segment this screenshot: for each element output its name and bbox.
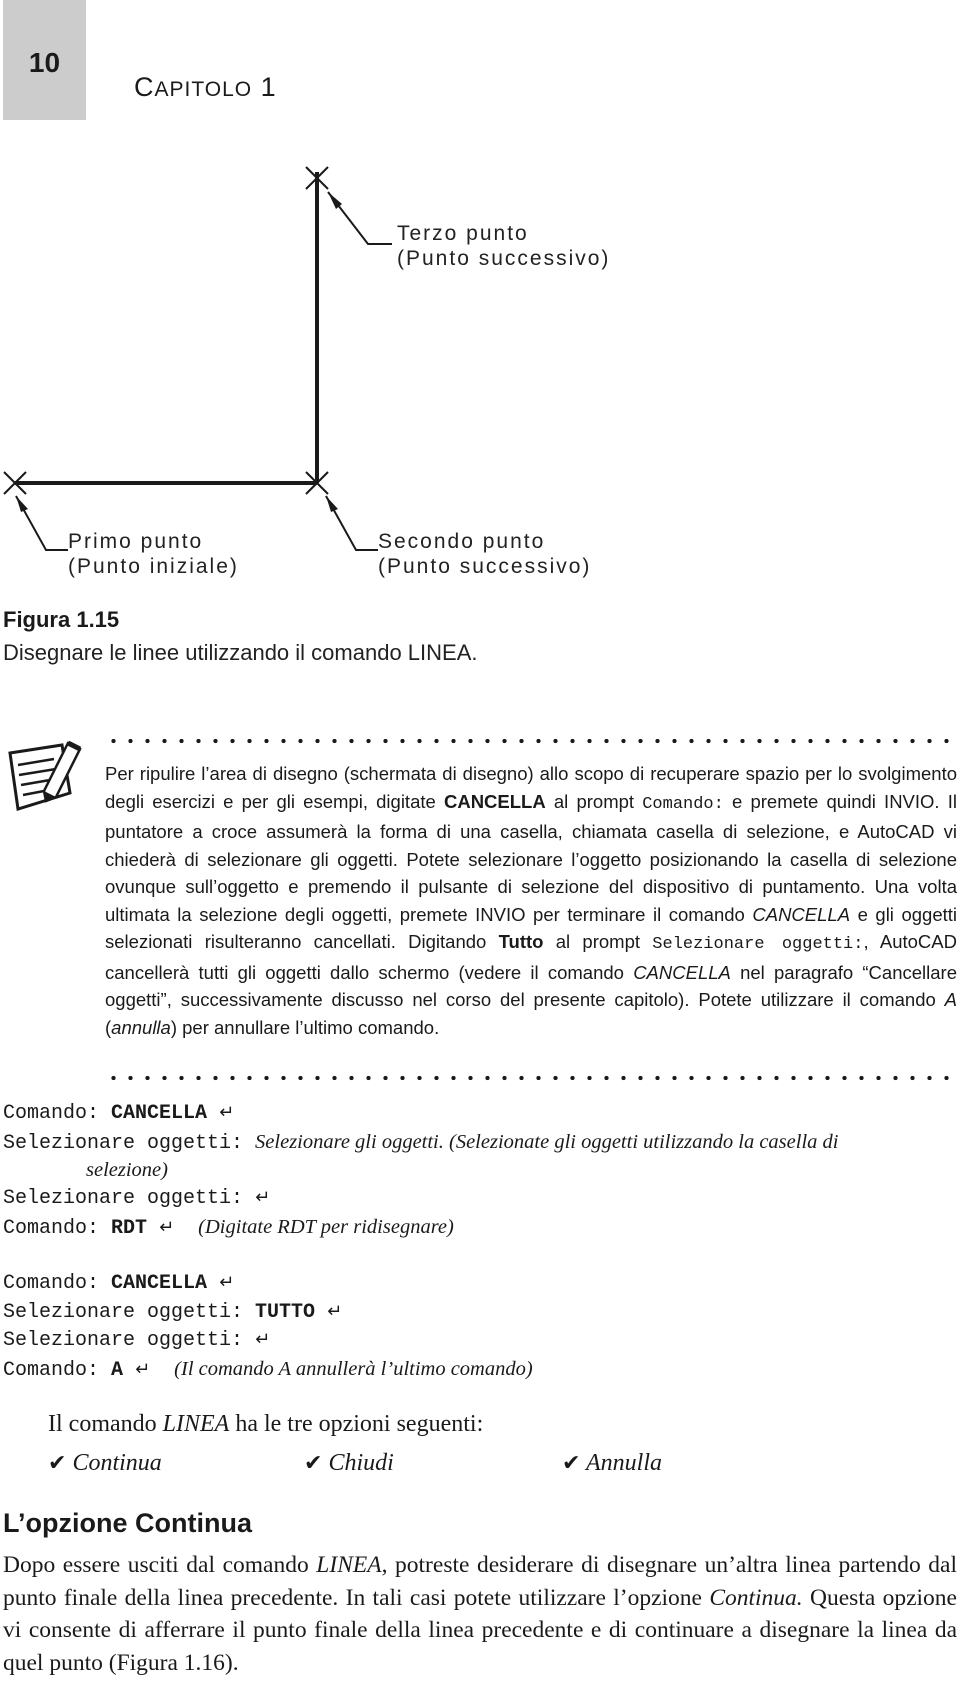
enter-key-icon: ↵	[327, 1301, 343, 1322]
section-body: Dopo essere usciti dal comando LINEA, potreste desiderare di disegnare un’altra linea partendo dal punto finale della linea precedente. In tali casi potete utilizzare l’opzione Continua. Questa opzione vi consente di afferrare il punto finale della linea precedente e di continuare a disegnare la linea da quel punto (Figura 1.16).	[3, 1552, 958, 1676]
note-keyword-tutto: Tutto	[498, 931, 544, 952]
checkmark-icon: ✔	[304, 1451, 323, 1476]
chapter-initial: C	[134, 72, 155, 102]
enter-key-icon: ↵	[255, 1187, 271, 1208]
note-text: Per ripulire l’area di disegno (schermata di disegno) allo scopo di recuperare spazio per lo svolgimento degli esercizi e per gli esempi, digitate CANCELLA al prompt Comando: e premete quindi INVIO. Il puntatore a croce assumerà la forma di una casella, chiamata casella di selezione, e AutoCAD vi chiederà di selezionare gli oggetti. Potete selezionare l’oggetto posizionando la casella di selezione ovunque sull’oggetto e premendo il pulsante di selezione del dispositivo di puntamento. Una volta ultimata la selezione degli oggetti, premete INVIO per terminare il comando CANCELLA e gli oggetti selezionati risulteranno cancellati. Digitando Tutto al prompt Selezionare oggetti:, AutoCAD cancellerà tutti gli oggetti dallo schermo (vedere il comando CANCELLA nel paragrafo “Cancellare oggetti”, successivamente discusso nel corso del presente capitolo). Potete utilizzare il comando A (annulla) per annullare l’ultimo comando.	[105, 763, 957, 1038]
leader-first	[16, 496, 68, 550]
label-first-point: Primo punto	[68, 530, 204, 553]
note-pencil-icon	[4, 737, 86, 819]
chapter-word: APITOLO	[154, 78, 253, 101]
arrowhead-second	[326, 496, 338, 512]
command-line: Comando: RDT ↵ (Digitate RDT per ridisegnare)	[3, 1216, 454, 1240]
page-number	[3, 0, 86, 120]
checkmark-icon: ✔	[48, 1451, 67, 1476]
command-line: Selezionare oggetti: ↵	[3, 1187, 271, 1210]
command-line: Selezionare oggetti: TUTTO ↵	[3, 1301, 343, 1324]
command-line: Comando: CANCELLA ↵	[3, 1102, 235, 1125]
leader-third	[328, 192, 392, 244]
label-second-point: Secondo punto	[378, 530, 546, 553]
command-line: Comando: A ↵ (Il comando A annullerà l’ultimo comando)	[3, 1358, 533, 1382]
option-item: ✔ Annulla	[562, 1450, 663, 1476]
note-bottom-separator	[105, 1075, 955, 1081]
figure-title: Figura 1.15	[3, 607, 120, 632]
page-number-text: 10	[28, 47, 61, 78]
linea-options-intro: Il comando LINEA ha le tre opzioni seguenti:	[48, 1411, 484, 1437]
line-drawing-figure	[0, 155, 960, 595]
enter-key-icon: ↵	[219, 1102, 235, 1123]
chapter-number: 1	[260, 72, 277, 102]
option-item: ✔ Continua	[48, 1450, 162, 1476]
label-third-point: Terzo punto	[397, 222, 529, 245]
note-prompt: Comando:	[642, 794, 724, 814]
section-heading: L’opzione Continua	[3, 1508, 252, 1538]
enter-key-icon: ↵	[255, 1329, 271, 1350]
label-third-point-sub: (Punto successivo)	[397, 247, 611, 270]
label-second-point-sub: (Punto successivo)	[378, 555, 592, 578]
command-line: Selezionare oggetti: Selezionare gli oggetti. (Selezionate gli oggetti utilizzando la casella di	[3, 1131, 839, 1155]
enter-key-icon: ↵	[219, 1272, 235, 1293]
enter-key-icon: ↵	[159, 1217, 175, 1238]
chapter-title	[134, 72, 277, 103]
command-line: Selezionare oggetti: ↵	[3, 1329, 271, 1352]
checkmark-icon: ✔	[562, 1451, 581, 1476]
figure-caption: Disegnare le linee utilizzando il comando LINEA.	[3, 640, 478, 665]
leader-second	[326, 496, 378, 550]
note-top-separator	[105, 738, 955, 744]
arrowhead-first	[16, 496, 28, 512]
command-line-continuation: selezione)	[86, 1159, 168, 1181]
label-first-point-sub: (Punto iniziale)	[68, 555, 239, 578]
note-keyword: CANCELLA	[443, 790, 546, 812]
option-item: ✔ Chiudi	[304, 1450, 394, 1476]
enter-key-icon: ↵	[135, 1359, 151, 1380]
command-line: Comando: CANCELLA ↵	[3, 1272, 235, 1295]
